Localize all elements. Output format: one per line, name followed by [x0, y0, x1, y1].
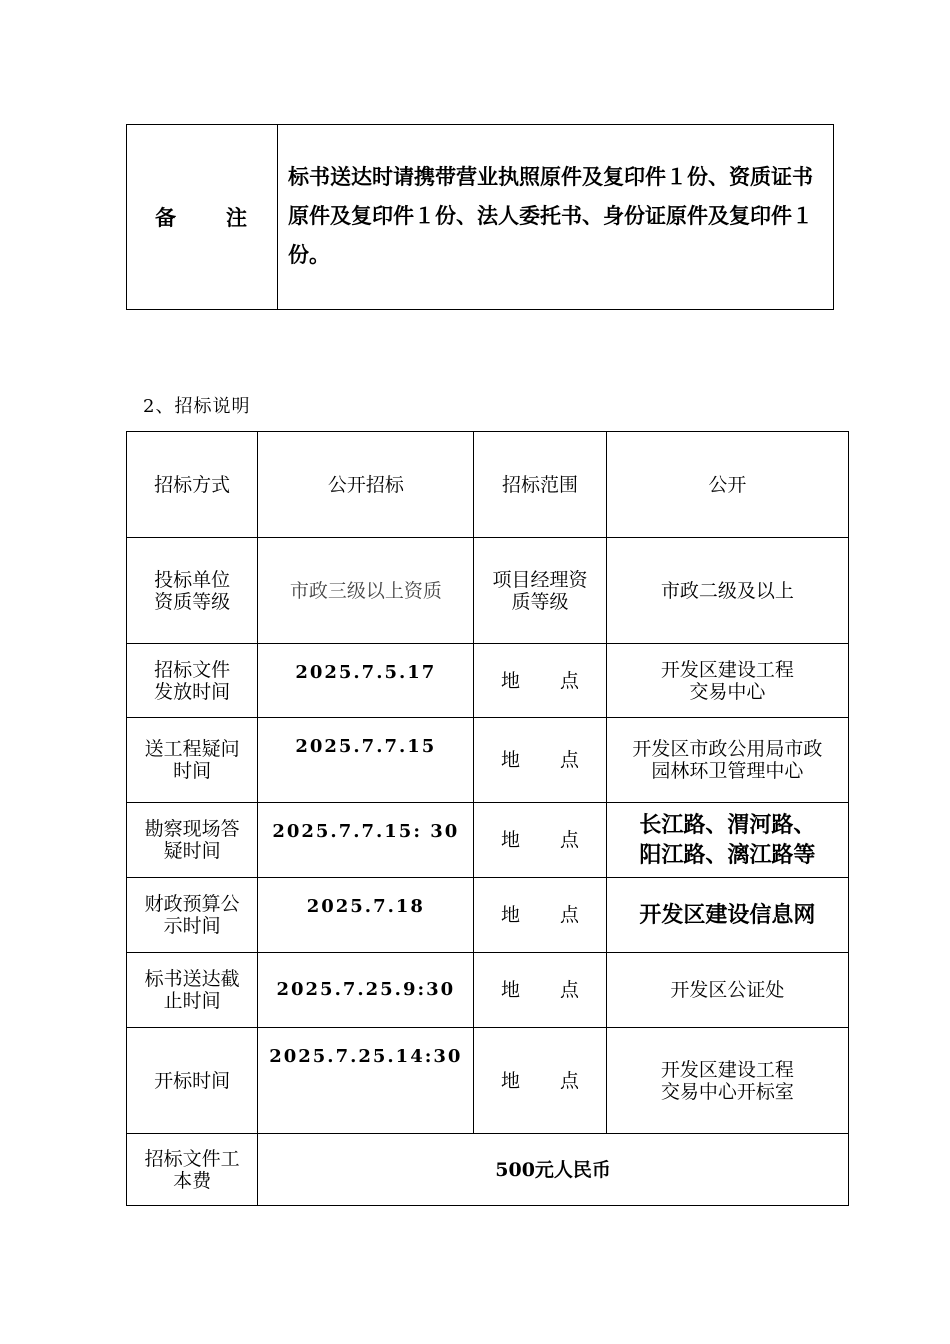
location-char: 点	[560, 669, 580, 692]
location-char: 地	[501, 979, 521, 1001]
table-row	[127, 878, 849, 953]
location-line: 园林环卫管理中心	[651, 760, 804, 782]
row-location	[606, 644, 848, 718]
location-char: 点	[560, 829, 580, 851]
location-char: 点	[560, 904, 580, 926]
row-date: 2025.7.7.15	[258, 718, 474, 803]
location-char: 地	[501, 749, 521, 771]
location-line: 开发区市政公用局市政	[632, 738, 823, 760]
remark-content: 标书送达时请携带营业执照原件及复印件１份、资质证书原件及复印件１份、法人委托书、身份证原件及复印件１份。	[278, 125, 834, 310]
table-row	[127, 644, 849, 718]
row-label: 招标方式	[127, 432, 258, 538]
row-date: 2025.7.5.17	[258, 644, 474, 718]
location-char: 地	[501, 669, 521, 692]
label-line: 勘察现场答	[144, 818, 240, 840]
location-line: 长江路、渭河路、	[639, 812, 816, 838]
remark-label-char-1: 备	[155, 205, 178, 230]
row-value: 市政三级以上资质	[258, 538, 474, 644]
table-row	[127, 718, 849, 803]
location-char: 地	[501, 904, 521, 926]
location-char: 地	[501, 1069, 521, 1092]
row-date: 2025.7.25.14:30	[258, 1028, 474, 1134]
location-char: 点	[560, 1069, 580, 1092]
row-location	[606, 1028, 848, 1134]
bid-table	[126, 431, 849, 1206]
row-value: 公开招标	[258, 432, 474, 538]
location-label	[474, 878, 606, 953]
location-line: 开发区建设工程	[660, 1058, 794, 1081]
label-line: 项目经理资	[492, 568, 588, 591]
location-line: 阳江路、漓江路等	[639, 842, 816, 868]
remark-table	[126, 124, 834, 310]
label-line: 时间	[173, 760, 212, 782]
row-label-2	[474, 538, 606, 644]
row-label	[127, 538, 258, 644]
row-label	[127, 803, 258, 878]
label-line: 送工程疑问	[144, 738, 240, 760]
row-date: 2025.7.25.9:30	[258, 953, 474, 1028]
location-line: 开发区建设工程	[660, 658, 794, 681]
label-line: 本费	[173, 1169, 212, 1192]
table-row	[127, 1028, 849, 1134]
row-date: 2025.7.7.15: 30	[258, 803, 474, 878]
section-title: 2、招标说明	[143, 396, 251, 417]
label-line: 止时间	[163, 990, 221, 1012]
row-label: 开标时间	[127, 1028, 258, 1134]
location-line: 交易中心	[689, 680, 766, 703]
remark-row	[127, 125, 834, 310]
table-row	[127, 538, 849, 644]
table-row	[127, 953, 849, 1028]
label-line: 招标文件	[154, 658, 231, 681]
label-line: 标书送达截	[144, 968, 240, 990]
label-line: 疑时间	[163, 840, 221, 862]
remark-label	[127, 125, 278, 310]
label-line: 质等级	[511, 590, 569, 613]
location-char: 地	[501, 829, 521, 851]
remark-label-char-2: 注	[226, 205, 249, 230]
table-row	[127, 432, 849, 538]
row-label	[127, 1134, 258, 1206]
table-row	[127, 803, 849, 878]
row-value-2: 市政二级及以上	[606, 538, 848, 644]
label-line: 招标文件工	[144, 1147, 240, 1170]
location-label	[474, 718, 606, 803]
row-location: 开发区建设信息网	[606, 878, 848, 953]
label-line: 资质等级	[154, 590, 231, 613]
label-line: 投标单位	[154, 568, 231, 591]
row-label	[127, 644, 258, 718]
location-label	[474, 953, 606, 1028]
table-row	[127, 1134, 849, 1206]
location-label	[474, 803, 606, 878]
row-value-2: 公开	[606, 432, 848, 538]
location-line: 交易中心开标室	[660, 1080, 794, 1103]
label-line: 财政预算公	[144, 893, 240, 915]
row-label	[127, 878, 258, 953]
row-location: 开发区公证处	[606, 953, 848, 1028]
label-line: 发放时间	[154, 680, 231, 703]
row-location	[606, 718, 848, 803]
row-label	[127, 953, 258, 1028]
document-fee: 500元人民币	[258, 1134, 849, 1206]
location-char: 点	[560, 979, 580, 1001]
row-label	[127, 718, 258, 803]
row-label-2: 招标范围	[474, 432, 606, 538]
location-label	[474, 1028, 606, 1134]
row-date: 2025.7.18	[258, 878, 474, 953]
row-location	[606, 803, 848, 878]
label-line: 示时间	[163, 915, 221, 937]
location-label	[474, 644, 606, 718]
location-char: 点	[560, 749, 580, 771]
